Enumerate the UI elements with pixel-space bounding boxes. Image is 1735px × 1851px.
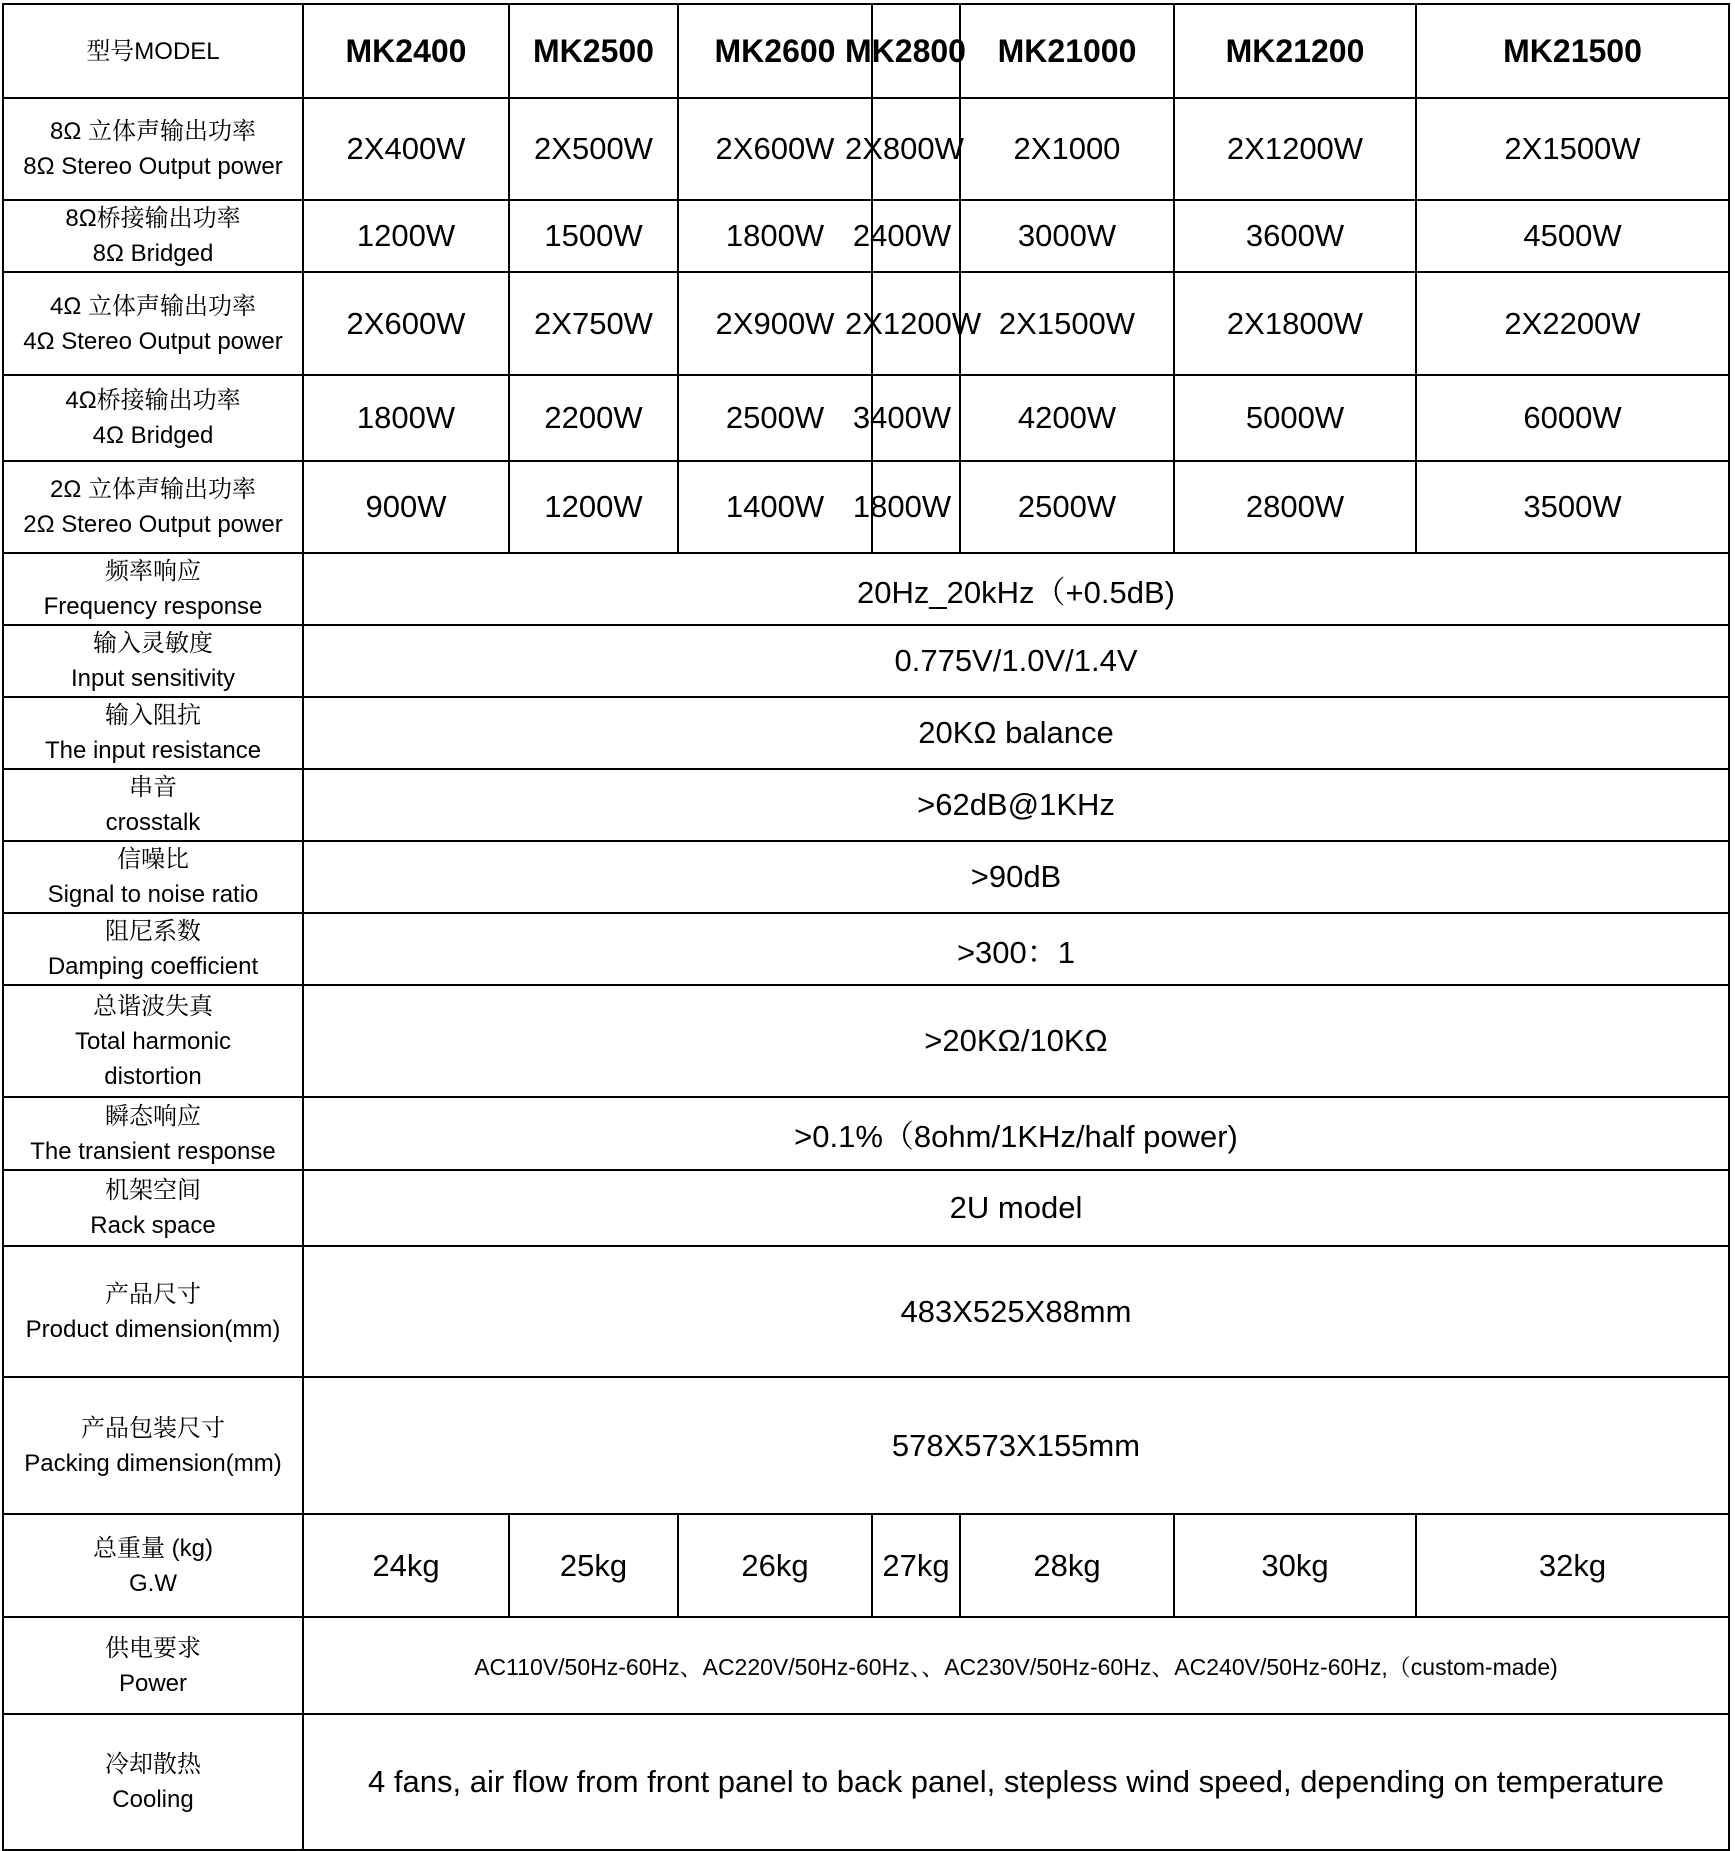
row-label	[3, 625, 303, 697]
row-label	[3, 841, 303, 913]
table-cell: 1800W	[303, 375, 509, 461]
table-row	[3, 272, 1729, 375]
row-label-en: Cooling	[112, 1786, 194, 1813]
table-cell: 1200W	[303, 200, 509, 272]
row-label-en: Signal to noise ratio	[47, 881, 259, 908]
model-name: MK21500	[1416, 4, 1729, 98]
table-row	[3, 1097, 1729, 1170]
row-label-en: Frequency response	[43, 593, 263, 620]
spec-value: 20Hz_20kHz（+0.5dB)	[303, 553, 1729, 625]
spec-value: 4 fans, air flow from front panel to back panel, stepless wind speed, depending on temperature	[303, 1714, 1729, 1850]
row-label-en: 4Ω Bridged	[92, 422, 214, 449]
table-row	[3, 625, 1729, 697]
row-label-en: The transient response	[30, 1137, 276, 1165]
model-name: MK2600	[678, 4, 872, 98]
table-row	[3, 98, 1729, 200]
table-cell: 28kg	[960, 1514, 1174, 1617]
table-cell: 2500W	[960, 461, 1174, 553]
row-label-cn: 阻尼系数	[105, 918, 201, 945]
table-cell: 2500W	[678, 375, 872, 461]
table-cell: 1400W	[678, 461, 872, 553]
row-label-cn: 产品包装尺寸	[81, 1414, 225, 1442]
table-cell: 6000W	[1416, 375, 1729, 461]
row-label-cn: 2Ω 立体声输出功率	[50, 476, 256, 503]
row-label	[3, 1617, 303, 1714]
table-cell: 2X600W	[678, 98, 872, 200]
spec-value: >300：1	[303, 913, 1729, 985]
table-cell: 30kg	[1174, 1514, 1416, 1617]
row-label	[3, 461, 303, 553]
spec-value: >90dB	[303, 841, 1729, 913]
table-cell: 4200W	[960, 375, 1174, 461]
row-label-cn: 机架空间	[105, 1177, 201, 1204]
row-label-cn: 总重量 (kg)	[93, 1534, 213, 1562]
spec-value: AC110V/50Hz-60Hz、AC220V/50Hz-60Hz、、AC230V/50Hz-60Hz、AC240V/50Hz-60Hz,（custom-made)	[303, 1617, 1729, 1714]
row-label-en: Product dimension(mm)	[25, 1315, 281, 1343]
table-cell: 1800W	[872, 461, 960, 553]
row-label-en: crosstalk	[105, 809, 201, 836]
row-label-en: Total harmonic	[74, 1027, 232, 1055]
table-cell: 32kg	[1416, 1514, 1729, 1617]
model-name: MK21000	[960, 4, 1174, 98]
row-label-cn: 输入阻抗	[105, 702, 201, 729]
model-name: MK2800	[872, 4, 960, 98]
table-cell: 2X1200W	[872, 272, 960, 375]
table-row	[3, 1617, 1729, 1714]
header-row	[3, 4, 1729, 98]
table-row	[3, 1377, 1729, 1514]
table-cell: 2X800W	[872, 98, 960, 200]
table-cell: 2X400W	[303, 98, 509, 200]
table-row	[3, 985, 1729, 1097]
row-label	[3, 98, 303, 200]
row-label-en: The input resistance	[44, 737, 262, 764]
table-row	[3, 1714, 1729, 1850]
row-label-en: Rack space	[90, 1212, 216, 1239]
row-label-en: Packing dimension(mm)	[24, 1449, 282, 1477]
table-cell: 2X750W	[509, 272, 678, 375]
row-label-cn: 4Ω桥接输出功率	[65, 387, 241, 414]
spec-value: >20KΩ/10KΩ	[303, 985, 1729, 1097]
table-cell: 24kg	[303, 1514, 509, 1617]
row-label	[3, 1170, 303, 1246]
table-cell: 2X1200W	[1174, 98, 1416, 200]
table-cell: 2X900W	[678, 272, 872, 375]
row-label-en: 4Ω Stereo Output power	[23, 327, 283, 355]
row-label	[3, 1246, 303, 1377]
spec-value: 578X573X155mm	[303, 1377, 1729, 1514]
model-label: 型号MODEL	[3, 4, 303, 98]
row-label	[3, 272, 303, 375]
model-name: MK21200	[1174, 4, 1416, 98]
row-label-en: 8Ω Bridged	[92, 240, 214, 267]
row-label	[3, 1514, 303, 1617]
table-row	[3, 1170, 1729, 1246]
table-cell: 4500W	[1416, 200, 1729, 272]
row-label	[3, 769, 303, 841]
row-label-cn: 冷却散热	[105, 1751, 201, 1778]
row-label-cn: 输入灵敏度	[93, 630, 213, 657]
spec-value: 2U model	[303, 1170, 1729, 1246]
table-cell: 25kg	[509, 1514, 678, 1617]
table-row	[3, 697, 1729, 769]
table-cell: 1500W	[509, 200, 678, 272]
table-cell: 2800W	[1174, 461, 1416, 553]
row-label	[3, 913, 303, 985]
row-label-en: 8Ω Stereo Output power	[23, 153, 283, 180]
row-label-cn: 8Ω 立体声输出功率	[50, 118, 256, 145]
table-row	[3, 841, 1729, 913]
table-cell: 2X1000	[960, 98, 1174, 200]
table-cell: 5000W	[1174, 375, 1416, 461]
row-label	[3, 985, 303, 1097]
table-row	[3, 375, 1729, 461]
spec-value: >0.1%（8ohm/1KHz/half power)	[303, 1097, 1729, 1170]
spec-value: 483X525X88mm	[303, 1246, 1729, 1377]
table-row	[3, 913, 1729, 985]
table-cell: 26kg	[678, 1514, 872, 1617]
row-label-en: Input sensitivity	[70, 665, 236, 692]
row-label-cn: 瞬态响应	[105, 1102, 201, 1130]
spec-value: >62dB@1KHz	[303, 769, 1729, 841]
table-row	[3, 1246, 1729, 1377]
model-name: MK2500	[509, 4, 678, 98]
row-label	[3, 375, 303, 461]
row-label	[3, 553, 303, 625]
table-cell: 3500W	[1416, 461, 1729, 553]
table-cell: 3000W	[960, 200, 1174, 272]
table-cell: 1200W	[509, 461, 678, 553]
row-label-en: Damping coefficient	[47, 953, 259, 980]
row-label-cn: 8Ω桥接输出功率	[65, 205, 241, 232]
table-cell: 27kg	[872, 1514, 960, 1617]
row-label-en: Power	[118, 1669, 188, 1697]
table-cell: 2X1500W	[960, 272, 1174, 375]
spec-table	[2, 3, 1730, 1851]
table-cell: 2X500W	[509, 98, 678, 200]
table-cell: 1800W	[678, 200, 872, 272]
table-cell: 2X2200W	[1416, 272, 1729, 375]
table-row	[3, 1514, 1729, 1617]
row-label	[3, 1097, 303, 1170]
table-cell: 2X1500W	[1416, 98, 1729, 200]
table-cell: 2200W	[509, 375, 678, 461]
row-label-en: distortion	[104, 1062, 202, 1090]
table-row	[3, 200, 1729, 272]
row-label-cn: 信噪比	[117, 846, 189, 873]
row-label-cn: 串音	[129, 774, 177, 801]
table-cell: 2X600W	[303, 272, 509, 375]
row-label-en: 2Ω Stereo Output power	[23, 511, 283, 538]
row-label	[3, 1377, 303, 1514]
spec-value: 20KΩ balance	[303, 697, 1729, 769]
table-row	[3, 769, 1729, 841]
row-label	[3, 200, 303, 272]
table-cell: 3400W	[872, 375, 960, 461]
row-label-cn: 供电要求	[105, 1634, 201, 1662]
table-cell: 3600W	[1174, 200, 1416, 272]
row-label-en: G.W	[129, 1569, 177, 1597]
row-label-cn: 总谐波失真	[93, 992, 213, 1020]
table-cell: 2X1800W	[1174, 272, 1416, 375]
table-cell: 2400W	[872, 200, 960, 272]
model-name: MK2400	[303, 4, 509, 98]
row-label-cn: 4Ω 立体声输出功率	[50, 292, 256, 320]
row-label	[3, 1714, 303, 1850]
table-cell: 900W	[303, 461, 509, 553]
table-row	[3, 553, 1729, 625]
row-label-cn: 产品尺寸	[105, 1280, 201, 1308]
table-row	[3, 461, 1729, 553]
row-label	[3, 697, 303, 769]
spec-value: 0.775V/1.0V/1.4V	[303, 625, 1729, 697]
row-label-cn: 频率响应	[105, 558, 201, 585]
